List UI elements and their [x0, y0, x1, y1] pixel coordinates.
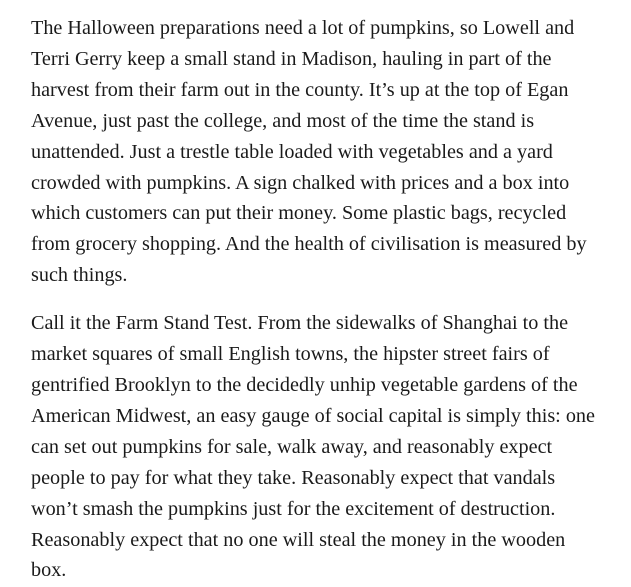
text-line: people to pay for what they take. Reasonably expect that vandals: [31, 466, 556, 489]
text-line: harvest from their farm out in the county. It’s up at the top of Egan: [31, 78, 569, 101]
text-line: The Halloween preparations need a lot of pumpkins, so Lowell and: [31, 17, 575, 39]
text-line: Avenue, just past the college, and most of the time the stand is: [31, 109, 535, 132]
text-line: which customers can put their money. Some plastic bags, recycled: [31, 202, 567, 225]
text-line: unattended. Just a trestle table loaded with vegetables and a yard: [31, 140, 553, 163]
text-line: such things.: [31, 264, 128, 287]
text-line: crowded with pumpkins. A sign chalked with prices and a box into: [31, 171, 570, 194]
text-line: box.: [31, 559, 67, 582]
article-body: [31, 13, 621, 586]
paragraph-farm-stand: [31, 13, 621, 291]
text-line: gentrified Brooklyn to the decidedly unhip vegetable gardens of the: [31, 373, 578, 396]
text-line: from grocery shopping. And the health of civilisation is measured by: [31, 233, 587, 256]
text-line: won’t smash the pumpkins just for the excitement of destruction.: [31, 497, 556, 520]
text-line: can set out pumpkins for sale, walk away, and reasonably expect: [31, 435, 553, 458]
text-line: Call it the Farm Stand Test. From the sidewalks of Shanghai to the: [31, 312, 569, 335]
paragraph-farm-stand-test: [31, 308, 621, 586]
text-line: American Midwest, an easy gauge of social capital is simply this: one: [31, 404, 595, 427]
text-line: Reasonably expect that no one will steal the money in the wooden: [31, 528, 566, 551]
text-line: market squares of small English towns, the hipster street fairs of: [31, 343, 550, 366]
text-line: Terri Gerry keep a small stand in Madison, hauling in part of the: [31, 47, 552, 70]
